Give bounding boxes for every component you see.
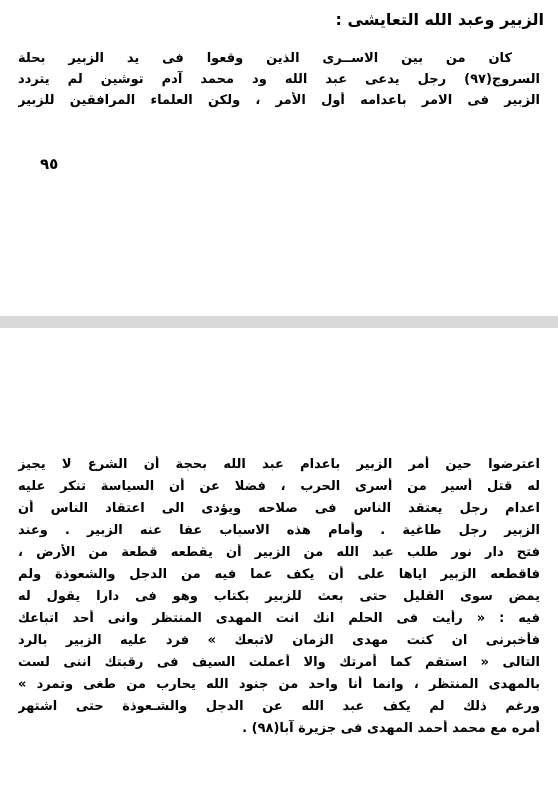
section-heading: الزبير وعبد الله التعايشى : [335,10,544,29]
paragraph-line: اعدام رجل يعتقد الناس فى صلاحه ويؤدى الى اعتقاد الناس أن [18,501,540,516]
paragraph-line: بالمهدى المنتظر ، وانما أنا واحد من جنود الله يحارب من طغى وتمرد » [18,677,540,692]
paragraph-line: فيه : « رأيت فى الحلم انك انت المهدى المنتظر وانى أحد اتباعك [18,611,540,626]
paragraph-line: فأخبرنى ان كنت مهدى الزمان لاتبعك » فرد عليه الزبير بالرد [18,633,540,648]
paragraph-line: فتح دار نور طلب عبد الله من الزبير أن يقطعه قطعة من الأرض ، [18,545,540,560]
lower-page [0,328,558,800]
paragraph-line: التالى « استقم كما أمرتك والا أعملت السيف فى رقبتك اننى لست [18,655,540,670]
paragraph-line: أمره مع محمد أحمد المهدى فى جزيرة آبا(٩٨) . [242,721,540,736]
paragraph-line: الزبير رجل طاغية . وأمام هذه الاسباب عفا عنه الزبير . وعند [18,523,540,538]
paragraph-line: السروج(٩٧) رجل يدعى عبد الله ود محمد آدم توشين لم يتردد [18,72,540,87]
paragraph-line: فاقطعه الزبير اياها على أن يكف عما فيه من الدجل والشعوذة ولم [18,567,540,582]
paragraph-line: له قتل أسير من أسرى الحرب ، فضلا عن أن السياسة تنكر عليه [18,479,540,494]
upper-page [0,0,558,316]
page-number: ٩٥ [40,155,59,173]
paragraph-line: اعترضوا حين أمر الزبير باعدام عبد الله بحجة أن الشرع لا يجيز [18,457,540,472]
paragraph-line: كان من بين الاســرى الذين وقعوا فى يد الزبير بحلة [18,51,512,66]
paragraph-line: ورغم ذلك لم يكف عبد الله عن الدجل والشـعوذة حتى اشتهر [18,699,540,714]
page-separator [0,316,558,328]
paragraph-line: الزبير فى الامر باعدامه أول الأمر ، ولكن العلماء المرافقين للزبير [18,93,540,108]
paragraph-line: يمض سوى القليل حتى بعث للزبير بكتاب وهو فى دارا يقول له [18,589,540,604]
